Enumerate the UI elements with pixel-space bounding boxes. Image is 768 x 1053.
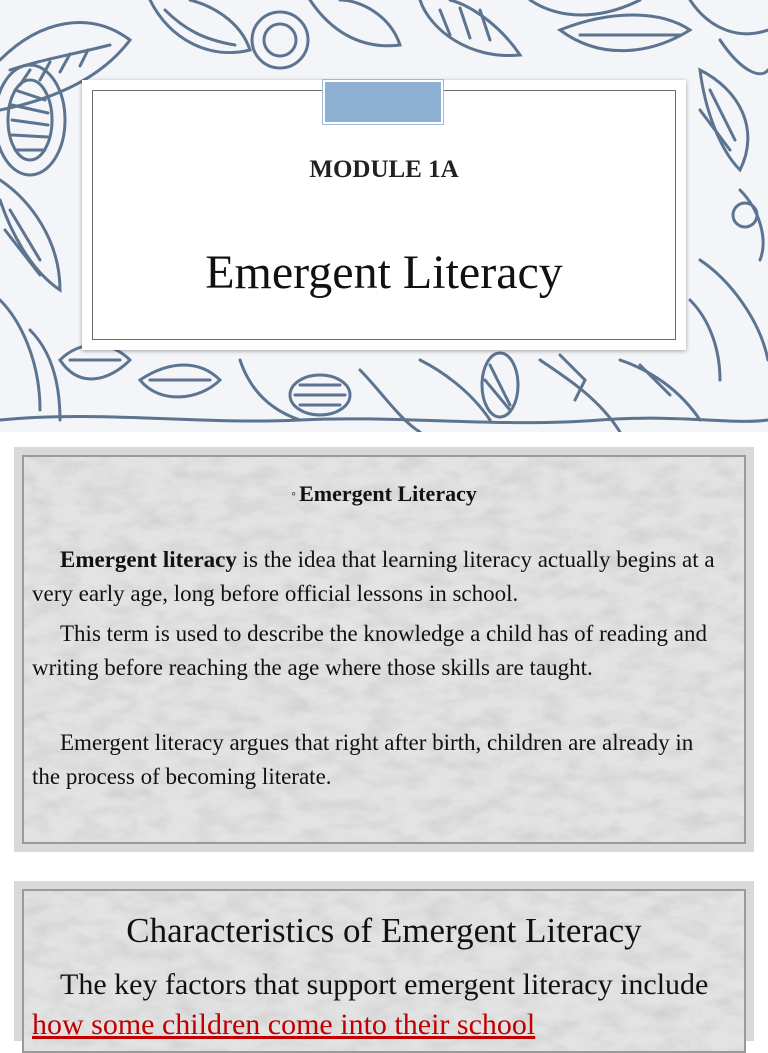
marble-panel <box>22 889 746 1053</box>
slide-heading <box>24 481 744 507</box>
slide-heading: Characteristics of Emergent Literacy <box>126 911 642 950</box>
term-bold: Emergent literacy <box>60 547 237 572</box>
heading-text: Emergent Literacy <box>299 481 477 506</box>
highlighted-phrase: how some children come into their school <box>32 1008 536 1041</box>
module-label: MODULE 1A <box>309 156 459 183</box>
title-card <box>82 80 686 350</box>
title-card-border <box>92 90 676 340</box>
definition-text: is the idea that learning literacy actually begins at a very early age, long before official lessons in school. <box>32 547 715 606</box>
paragraph-argument: Emergent literacy argues that right after birth, children are already in the process of becoming literate. <box>32 730 694 789</box>
definition-slide <box>14 447 754 852</box>
title-card-tab-decoration <box>323 80 443 124</box>
characteristics-slide <box>14 881 754 1041</box>
paragraph-description: This term is used to describe the knowledge a child has of reading and writing before reaching the age where those skills are taught. <box>32 621 708 680</box>
title-slide <box>0 0 768 432</box>
key-factors-text: The key factors that support emergent literacy include <box>60 968 709 1001</box>
paragraph-key-factors <box>32 965 732 1045</box>
slide-title: Emergent Literacy <box>205 246 563 299</box>
marble-panel <box>22 455 746 844</box>
paragraph-definition <box>32 543 722 611</box>
bullet-icon: ◦ <box>291 487 297 502</box>
